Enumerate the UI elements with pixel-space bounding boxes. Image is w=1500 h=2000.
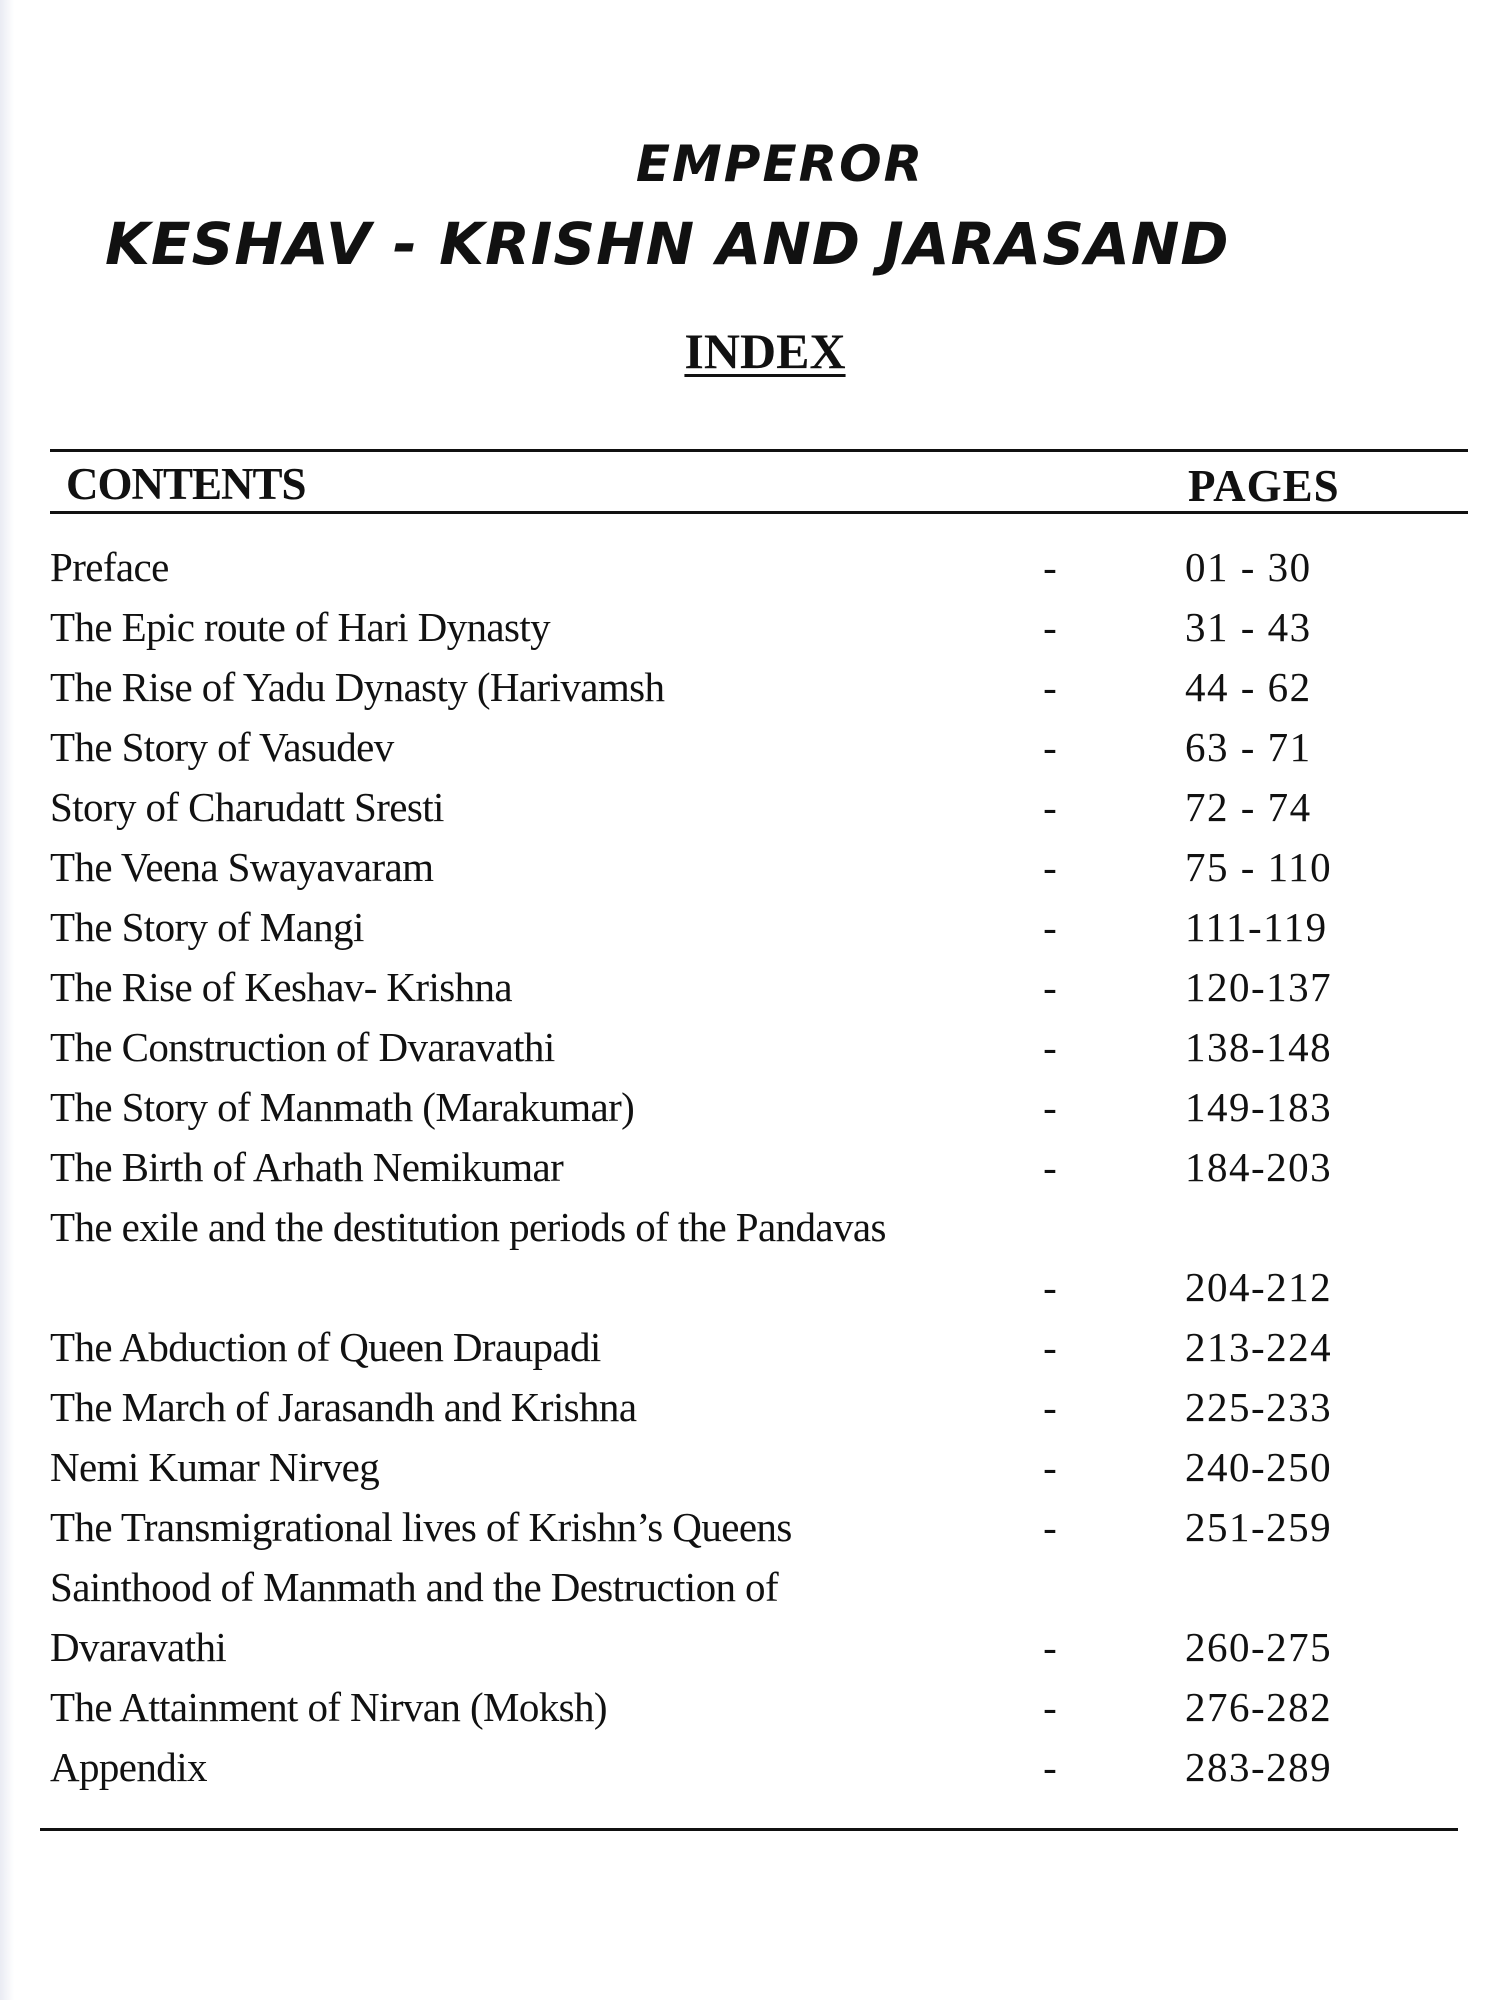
toc-entry — [0, 837, 1500, 897]
entry-title: The Birth of Arhath Nemikumar — [50, 1144, 564, 1190]
entry-title: Story of Charudatt Sresti — [50, 784, 444, 830]
entry-title: The Veena Swayavaram — [50, 844, 434, 890]
entry-separator: - — [1043, 1084, 1057, 1130]
entry-separator: - — [1043, 604, 1057, 650]
entry-title: The Abduction of Queen Draupadi — [50, 1324, 601, 1370]
entry-title: The Story of Manmath (Marakumar) — [50, 1084, 635, 1130]
entry-separator: - — [1043, 904, 1057, 950]
toc-entry — [0, 957, 1500, 1017]
header-bottom-rule — [50, 511, 1468, 514]
entry-separator: - — [1043, 784, 1057, 830]
entry-pages: 138-148 — [1185, 1024, 1333, 1070]
toc-entry — [0, 1197, 1500, 1317]
toc-entry — [0, 1677, 1500, 1737]
entry-pages: 01 - 30 — [1185, 544, 1312, 590]
entry-title: The Rise of Yadu Dynasty (Harivamsh — [50, 664, 665, 710]
entry-separator: - — [1043, 1504, 1057, 1550]
entry-title: Nemi Kumar Nirveg — [50, 1444, 380, 1490]
entry-separator: - — [1043, 664, 1057, 710]
index-heading-text: INDEX — [684, 323, 846, 379]
toc-entry — [0, 1377, 1500, 1437]
entry-title: Preface — [50, 544, 169, 590]
entry-pages: 260-275 — [1185, 1624, 1333, 1670]
toc-entry — [0, 1137, 1500, 1197]
entry-title: The Story of Vasudev — [50, 724, 394, 770]
entry-title: The Construction of Dvaravathi — [50, 1024, 555, 1070]
entry-title: The Transmigrational lives of Krishn’s Queens — [50, 1504, 792, 1550]
toc-entry — [0, 1317, 1500, 1377]
entry-separator: - — [1043, 1024, 1057, 1070]
entry-pages: 225-233 — [1185, 1384, 1333, 1430]
contents-column-header: CONTENTS — [66, 459, 306, 509]
entry-title: The Story of Mangi — [50, 904, 364, 950]
table-of-contents — [0, 537, 1500, 1797]
entry-pages: 72 - 74 — [1185, 784, 1312, 830]
entry-separator: - — [1043, 724, 1057, 770]
entry-pages: 31 - 43 — [1185, 604, 1312, 650]
entry-pages: 276-282 — [1185, 1684, 1333, 1730]
entry-separator: - — [1043, 1684, 1057, 1730]
entry-separator: - — [1043, 1144, 1057, 1190]
table-bottom-rule — [40, 1828, 1458, 1831]
toc-entry — [0, 537, 1500, 597]
toc-entry — [0, 1077, 1500, 1137]
entry-title: The exile and the destitution periods of the Pandavas — [50, 1204, 886, 1250]
entry-separator: - — [1043, 1444, 1057, 1490]
toc-entry — [0, 1497, 1500, 1557]
index-heading — [0, 322, 1500, 380]
entry-separator: - — [1043, 964, 1057, 1010]
toc-entry — [0, 1737, 1500, 1797]
entry-separator: - — [1043, 844, 1057, 890]
entry-pages: 240-250 — [1185, 1444, 1333, 1490]
entry-title: The March of Jarasandh and Krishna — [50, 1384, 637, 1430]
toc-entry — [0, 657, 1500, 717]
entry-pages: 120-137 — [1185, 964, 1333, 1010]
entry-separator: - — [1043, 1384, 1057, 1430]
book-title-line-1: EMPEROR — [635, 135, 925, 193]
entry-title: The Rise of Keshav- Krishna — [50, 964, 513, 1010]
entry-separator: - — [1043, 1324, 1057, 1370]
entry-pages: 44 - 62 — [1185, 664, 1312, 710]
entry-pages: 213-224 — [1185, 1324, 1333, 1370]
toc-entry — [0, 1017, 1500, 1077]
entry-title: Sainthood of Manmath and the Destruction of Dvaravathi — [50, 1564, 778, 1670]
entry-title: The Epic route of Hari Dynasty — [50, 604, 551, 650]
book-title-line-2: KESHAV - KRISHN AND JARASAND — [105, 210, 1230, 278]
entry-pages: 75 - 110 — [1185, 844, 1333, 890]
entry-separator: - — [1043, 544, 1057, 590]
entry-pages: 149-183 — [1185, 1084, 1333, 1130]
entry-pages: 204-212 — [1185, 1264, 1333, 1310]
pages-column-header: PAGES — [1188, 461, 1340, 511]
entry-separator: - — [1043, 1744, 1057, 1790]
entry-pages: 63 - 71 — [1185, 724, 1312, 770]
entry-title: The Attainment of Nirvan (Moksh) — [50, 1684, 607, 1730]
toc-entry — [0, 1437, 1500, 1497]
toc-entry — [0, 717, 1500, 777]
entry-pages: 251-259 — [1185, 1504, 1333, 1550]
entry-pages: 283-289 — [1185, 1744, 1333, 1790]
table-top-rule — [50, 449, 1468, 452]
entry-pages: 184-203 — [1185, 1144, 1333, 1190]
entry-separator: - — [1043, 1624, 1057, 1670]
entry-separator: - — [1043, 1264, 1057, 1310]
toc-entry — [0, 1557, 1500, 1677]
entry-pages: 111-119 — [1185, 904, 1328, 950]
entry-title: Appendix — [50, 1744, 207, 1790]
toc-entry — [0, 777, 1500, 837]
toc-entry — [0, 897, 1500, 957]
toc-entry — [0, 597, 1500, 657]
